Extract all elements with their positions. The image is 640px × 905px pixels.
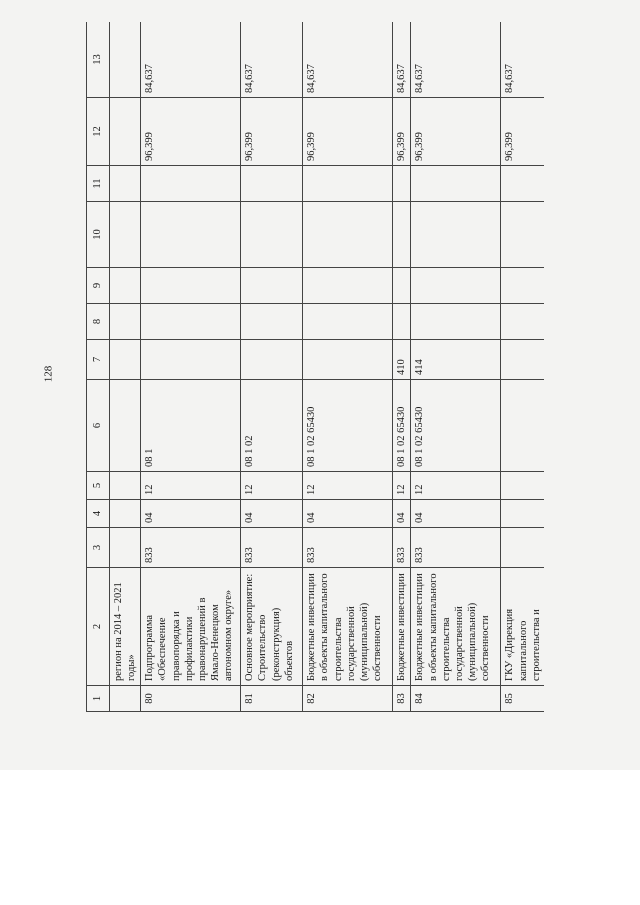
table-cell xyxy=(141,304,241,340)
table-cell: 84,637 xyxy=(393,22,411,98)
table-cell xyxy=(411,166,501,202)
table-row xyxy=(411,22,501,712)
table-cell: 833 xyxy=(141,528,241,568)
table-cell: 04 xyxy=(141,500,241,528)
table-cell xyxy=(110,472,141,500)
table-cell xyxy=(141,166,241,202)
table-cell: 833 xyxy=(411,528,501,568)
table-row xyxy=(393,22,411,712)
table-cell: 96,399 xyxy=(501,98,544,166)
table-cell: 12 xyxy=(411,472,501,500)
table-cell: 04 xyxy=(411,500,501,528)
column-header: 12 xyxy=(87,98,110,166)
table-cell xyxy=(303,340,393,380)
table-cell xyxy=(411,202,501,268)
table-cell: 08 1 02 65430 xyxy=(411,380,501,472)
table-cell: 96,399 xyxy=(141,98,241,166)
table-row xyxy=(110,22,141,712)
table-cell xyxy=(303,202,393,268)
table-cell: Бюджетные инвестиции в объекты капитального строительства государственной (муниципальной) собственности xyxy=(411,568,501,686)
table-cell: 81 xyxy=(241,686,303,712)
table-cell xyxy=(110,202,141,268)
table-cell xyxy=(241,202,303,268)
table-cell xyxy=(411,304,501,340)
table-cell: 84,637 xyxy=(501,22,544,98)
table-cell: 12 xyxy=(393,472,411,500)
table-cell xyxy=(110,166,141,202)
table-cell xyxy=(501,268,544,304)
table-cell: регион на 2014 – 2021 годы» xyxy=(110,568,141,686)
table-cell: Подпрограмма «Обеспечение правопорядка и профилактики правонарушений в Ямало-Ненецком автономном округе» xyxy=(141,568,241,686)
table-cell xyxy=(110,380,141,472)
column-header: 13 xyxy=(87,22,110,98)
table-cell xyxy=(393,202,411,268)
table-cell: Бюджетные инвестиции xyxy=(393,568,411,686)
table-cell: 85 xyxy=(501,686,544,712)
table-cell xyxy=(241,268,303,304)
table-cell xyxy=(241,340,303,380)
table-cell xyxy=(110,22,141,98)
table-header-row xyxy=(87,22,110,712)
table-cell xyxy=(393,304,411,340)
table-cell xyxy=(110,528,141,568)
table-cell: 04 xyxy=(241,500,303,528)
table-cell xyxy=(141,268,241,304)
column-header: 5 xyxy=(87,472,110,500)
table-cell xyxy=(501,380,544,472)
table-cell: 96,399 xyxy=(393,98,411,166)
table-cell xyxy=(393,166,411,202)
table-cell: 08 1 02 xyxy=(241,380,303,472)
column-header: 7 xyxy=(87,340,110,380)
table-cell: 04 xyxy=(303,500,393,528)
table-cell xyxy=(501,528,544,568)
table-row xyxy=(141,22,241,712)
column-header: 9 xyxy=(87,268,110,304)
table-cell xyxy=(501,202,544,268)
table-cell xyxy=(241,304,303,340)
column-header: 2 xyxy=(87,568,110,686)
column-header: 3 xyxy=(87,528,110,568)
table-cell: 96,399 xyxy=(303,98,393,166)
column-header: 6 xyxy=(87,380,110,472)
table-row xyxy=(303,22,393,712)
table-cell xyxy=(303,268,393,304)
table-cell: 84,637 xyxy=(141,22,241,98)
table-cell: 84,637 xyxy=(241,22,303,98)
table-cell xyxy=(303,166,393,202)
table-cell: 414 xyxy=(411,340,501,380)
table-cell: 833 xyxy=(303,528,393,568)
table-cell xyxy=(110,304,141,340)
table-cell: Бюджетные инвестиции в объекты капитального строительства государственной (муниципальной) собственности xyxy=(303,568,393,686)
table-row xyxy=(501,22,544,712)
table-cell: 12 xyxy=(241,472,303,500)
table-cell xyxy=(241,166,303,202)
table-cell: 80 xyxy=(141,686,241,712)
table-cell: 96,399 xyxy=(411,98,501,166)
table-cell xyxy=(110,686,141,712)
rotated-table-wrapper xyxy=(86,22,544,712)
table-cell xyxy=(501,304,544,340)
table-cell xyxy=(501,340,544,380)
table-cell: 12 xyxy=(303,472,393,500)
table-cell xyxy=(501,500,544,528)
column-header: 1 xyxy=(87,686,110,712)
table-cell: 83 xyxy=(393,686,411,712)
table-cell xyxy=(393,268,411,304)
table-cell: 96,399 xyxy=(241,98,303,166)
table-cell: 82 xyxy=(303,686,393,712)
table-cell xyxy=(501,166,544,202)
table-cell: 08 1 xyxy=(141,380,241,472)
budget-table xyxy=(86,22,544,712)
table-cell: 84,637 xyxy=(303,22,393,98)
table-cell: 833 xyxy=(393,528,411,568)
table-cell: 04 xyxy=(393,500,411,528)
column-header: 4 xyxy=(87,500,110,528)
table-cell xyxy=(501,472,544,500)
page-number: 128 xyxy=(42,365,55,383)
table-cell: 410 xyxy=(393,340,411,380)
table-cell: Основное мероприятие: Строительство (реконструкция) объектов xyxy=(241,568,303,686)
table-cell: 84,637 xyxy=(411,22,501,98)
table-cell xyxy=(110,268,141,304)
table-body xyxy=(110,22,545,712)
column-header: 11 xyxy=(87,166,110,202)
table-cell: 08 1 02 65430 xyxy=(303,380,393,472)
table-viewport xyxy=(86,22,544,712)
table-cell xyxy=(141,202,241,268)
table-cell xyxy=(411,268,501,304)
table-cell xyxy=(303,304,393,340)
table-cell xyxy=(110,98,141,166)
table-cell: 12 xyxy=(141,472,241,500)
table-cell xyxy=(110,500,141,528)
table-cell: ГКУ «Дирекция капитального строительства и xyxy=(501,568,544,686)
table-cell xyxy=(110,340,141,380)
table-cell: 84 xyxy=(411,686,501,712)
table-cell xyxy=(141,340,241,380)
column-header: 10 xyxy=(87,202,110,268)
table-row xyxy=(241,22,303,712)
column-header: 8 xyxy=(87,304,110,340)
table-cell: 833 xyxy=(241,528,303,568)
table-cell: 08 1 02 65430 xyxy=(393,380,411,472)
